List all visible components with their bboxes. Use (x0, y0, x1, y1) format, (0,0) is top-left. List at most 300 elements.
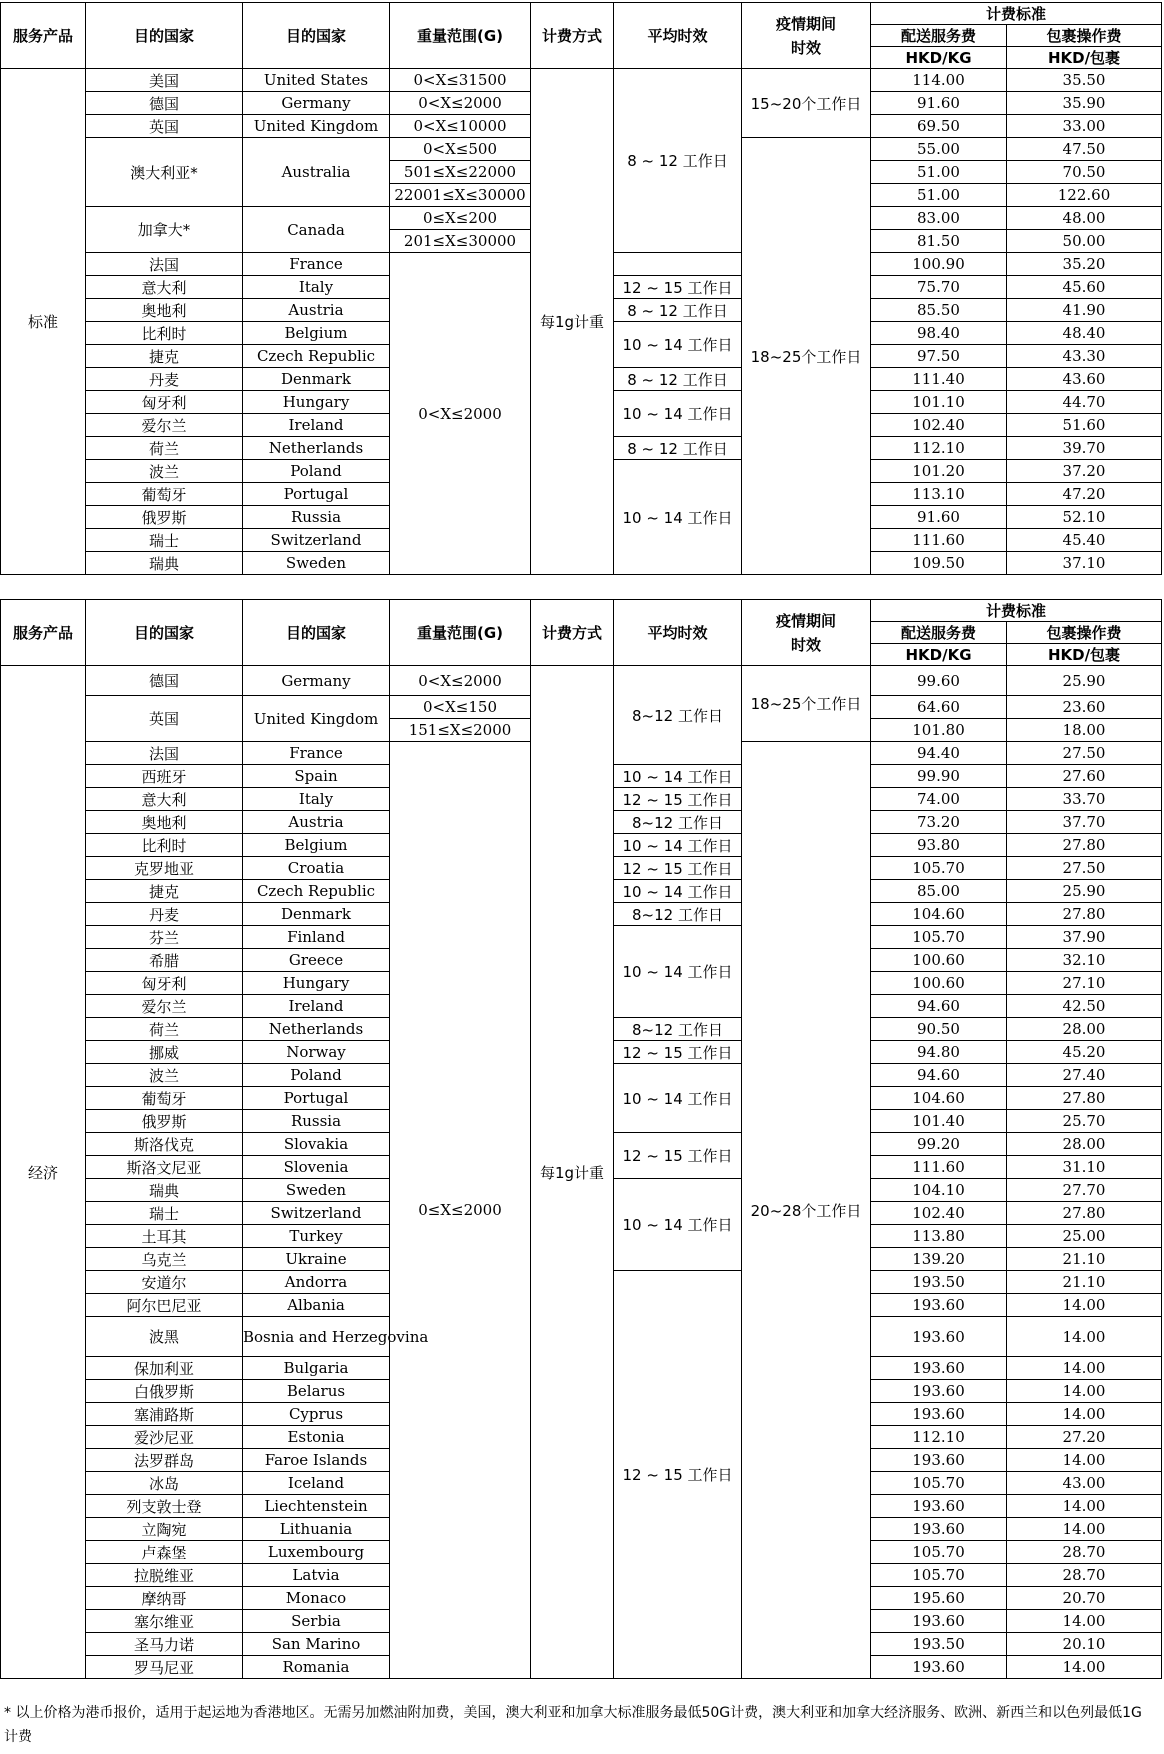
country-cn: 捷克 (86, 880, 243, 903)
country-en: Sweden (243, 1179, 390, 1202)
country-cn: 挪威 (86, 1041, 243, 1064)
delivery-fee: 64.60 (871, 696, 1007, 719)
header-handling-fee: 包裹操作费 (1007, 25, 1162, 47)
country-cn: 澳大利亚* (86, 138, 243, 207)
delivery-fee: 109.50 (871, 552, 1007, 575)
country-cn: 匈牙利 (86, 972, 243, 995)
avg-time: 8 ~ 12 工作日 (614, 69, 742, 253)
delivery-fee: 193.60 (871, 1656, 1007, 1679)
delivery-fee: 112.10 (871, 437, 1007, 460)
delivery-fee: 69.50 (871, 115, 1007, 138)
avg-time: 12 ~ 15 工作日 (614, 857, 742, 880)
delivery-fee: 94.60 (871, 995, 1007, 1018)
country-en: Italy (243, 276, 390, 299)
country-cn: 加拿大* (86, 207, 243, 253)
handling-fee: 37.70 (1007, 811, 1162, 834)
country-en: Greece (243, 949, 390, 972)
handling-fee: 14.00 (1007, 1403, 1162, 1426)
delivery-fee: 99.90 (871, 765, 1007, 788)
handling-fee: 20.70 (1007, 1587, 1162, 1610)
delivery-fee: 94.80 (871, 1041, 1007, 1064)
country-cn: 波兰 (86, 1064, 243, 1087)
header-country-en: 目的国家 (243, 3, 390, 69)
country-en: Finland (243, 926, 390, 949)
epidemic-time: 20~28个工作日 (742, 742, 871, 1679)
delivery-fee: 111.40 (871, 368, 1007, 391)
delivery-fee: 193.60 (871, 1449, 1007, 1472)
country-cn: 斯洛文尼亚 (86, 1156, 243, 1179)
country-cn: 乌克兰 (86, 1248, 243, 1271)
delivery-fee: 111.60 (871, 529, 1007, 552)
handling-fee: 51.60 (1007, 414, 1162, 437)
weight-range: 0<X≤2000 (390, 92, 531, 115)
handling-fee: 14.00 (1007, 1380, 1162, 1403)
avg-time: 10 ~ 14 工作日 (614, 1179, 742, 1271)
country-en: Poland (243, 1064, 390, 1087)
handling-fee: 42.50 (1007, 995, 1162, 1018)
delivery-fee: 193.50 (871, 1271, 1007, 1294)
economy-rate-section (0, 599, 1164, 1679)
handling-fee: 23.60 (1007, 696, 1162, 719)
avg-time: 12 ~ 15 工作日 (614, 788, 742, 811)
billing-cell: 每1g计重 (531, 666, 614, 1679)
handling-fee: 21.10 (1007, 1271, 1162, 1294)
handling-fee: 27.40 (1007, 1064, 1162, 1087)
header-delivery-unit: HKD/KG (871, 47, 1007, 69)
country-en: Switzerland (243, 529, 390, 552)
avg-time: 12 ~ 15 工作日 (614, 276, 742, 299)
handling-fee: 45.20 (1007, 1041, 1162, 1064)
avg-time: 8 ~ 12 工作日 (614, 299, 742, 322)
delivery-fee: 73.20 (871, 811, 1007, 834)
country-cn: 拉脱维亚 (86, 1564, 243, 1587)
delivery-fee: 113.10 (871, 483, 1007, 506)
delivery-fee: 105.70 (871, 1541, 1007, 1564)
country-en: Andorra (243, 1271, 390, 1294)
handling-fee: 25.90 (1007, 666, 1162, 696)
delivery-fee: 85.50 (871, 299, 1007, 322)
handling-fee: 25.90 (1007, 880, 1162, 903)
country-cn: 比利时 (86, 322, 243, 345)
country-cn: 俄罗斯 (86, 506, 243, 529)
header-country-cn: 目的国家 (86, 600, 243, 666)
avg-time: 10 ~ 14 工作日 (614, 880, 742, 903)
country-en: Netherlands (243, 437, 390, 460)
country-cn: 塞浦路斯 (86, 1403, 243, 1426)
epidemic-time: 18~25个工作日 (742, 666, 871, 742)
header-delivery-unit: HKD/KG (871, 644, 1007, 666)
avg-time: 8 ~ 12 工作日 (614, 437, 742, 460)
country-cn: 西班牙 (86, 765, 243, 788)
delivery-fee: 114.00 (871, 69, 1007, 92)
delivery-fee: 104.60 (871, 903, 1007, 926)
country-en: Lithuania (243, 1518, 390, 1541)
delivery-fee: 99.20 (871, 1133, 1007, 1156)
delivery-fee: 90.50 (871, 1018, 1007, 1041)
economy-rate-table (0, 599, 1162, 1679)
country-cn: 保加利亚 (86, 1357, 243, 1380)
avg-time: 8 ~ 12 工作日 (614, 368, 742, 391)
header-handling-unit: HKD/包裹 (1007, 47, 1162, 69)
delivery-fee: 94.40 (871, 742, 1007, 765)
weight-range: 0≤X≤2000 (390, 742, 531, 1679)
handling-fee: 25.70 (1007, 1110, 1162, 1133)
country-en: Slovakia (243, 1133, 390, 1156)
handling-fee: 33.00 (1007, 115, 1162, 138)
country-cn: 美国 (86, 69, 243, 92)
header-weight: 重量范围(G) (390, 3, 531, 69)
header-billing: 计费方式 (531, 3, 614, 69)
country-en: Canada (243, 207, 390, 253)
country-en: Portugal (243, 483, 390, 506)
avg-time: 12 ~ 15 工作日 (614, 1041, 742, 1064)
header-handling-fee: 包裹操作费 (1007, 622, 1162, 644)
handling-fee: 48.40 (1007, 322, 1162, 345)
country-en: France (243, 742, 390, 765)
country-cn: 德国 (86, 92, 243, 115)
country-en: Austria (243, 811, 390, 834)
country-cn: 丹麦 (86, 903, 243, 926)
country-en: Sweden (243, 552, 390, 575)
handling-fee: 14.00 (1007, 1610, 1162, 1633)
handling-fee: 27.80 (1007, 1087, 1162, 1110)
delivery-fee: 193.60 (871, 1610, 1007, 1633)
delivery-fee: 193.60 (871, 1317, 1007, 1357)
country-en: Norway (243, 1041, 390, 1064)
country-en: Czech Republic (243, 880, 390, 903)
weight-range: 0<X≤500 (390, 138, 531, 161)
country-cn: 希腊 (86, 949, 243, 972)
country-cn: 意大利 (86, 788, 243, 811)
handling-fee: 28.70 (1007, 1541, 1162, 1564)
header-product: 服务产品 (1, 3, 86, 69)
country-en: United Kingdom (243, 115, 390, 138)
standard-rate-section (0, 2, 1164, 575)
avg-time: 8~12 工作日 (614, 903, 742, 926)
header-country-en: 目的国家 (243, 600, 390, 666)
delivery-fee: 195.60 (871, 1587, 1007, 1610)
country-en: Monaco (243, 1587, 390, 1610)
delivery-fee: 111.60 (871, 1156, 1007, 1179)
country-en: United States (243, 69, 390, 92)
header-charge-standard: 计费标准 (871, 600, 1162, 622)
country-cn: 立陶宛 (86, 1518, 243, 1541)
country-cn: 比利时 (86, 834, 243, 857)
country-cn: 列支敦士登 (86, 1495, 243, 1518)
country-cn: 荷兰 (86, 437, 243, 460)
country-cn: 罗马尼亚 (86, 1656, 243, 1679)
country-en: Romania (243, 1656, 390, 1679)
avg-time: 10 ~ 14 工作日 (614, 765, 742, 788)
handling-fee: 47.20 (1007, 483, 1162, 506)
delivery-fee: 105.70 (871, 1472, 1007, 1495)
handling-fee: 27.80 (1007, 834, 1162, 857)
epidemic-time: 15~20个工作日 (742, 69, 871, 138)
country-en: Austria (243, 299, 390, 322)
handling-fee: 45.60 (1007, 276, 1162, 299)
country-en: Liechtenstein (243, 1495, 390, 1518)
delivery-fee: 83.00 (871, 207, 1007, 230)
country-en: Iceland (243, 1472, 390, 1495)
country-cn: 瑞士 (86, 1202, 243, 1225)
country-cn: 德国 (86, 666, 243, 696)
handling-fee: 27.60 (1007, 765, 1162, 788)
country-cn: 爱尔兰 (86, 414, 243, 437)
footnote: * 以上价格为港币报价，适用于起运地为香港地区。无需另加燃油附加费，美国，澳大利亚和加拿大标准服务最低50G计费，澳大利亚和加拿大经济服务、欧洲、新西兰和以色列最低1G计费 (4, 1705, 1142, 1745)
handling-fee: 27.70 (1007, 1179, 1162, 1202)
country-cn: 冰岛 (86, 1472, 243, 1495)
country-en: Estonia (243, 1426, 390, 1449)
country-en: Switzerland (243, 1202, 390, 1225)
delivery-fee: 105.70 (871, 1564, 1007, 1587)
handling-fee: 27.50 (1007, 857, 1162, 880)
country-en: Spain (243, 765, 390, 788)
country-cn: 奥地利 (86, 811, 243, 834)
standard-rate-table (0, 2, 1162, 575)
delivery-fee: 51.00 (871, 184, 1007, 207)
avg-time: 10 ~ 14 工作日 (614, 322, 742, 368)
avg-time: 10 ~ 14 工作日 (614, 834, 742, 857)
country-en: Italy (243, 788, 390, 811)
country-en: France (243, 253, 390, 276)
billing-cell: 每1g计重 (531, 69, 614, 575)
delivery-fee: 75.70 (871, 276, 1007, 299)
country-en: Hungary (243, 391, 390, 414)
delivery-fee: 98.40 (871, 322, 1007, 345)
weight-range: 0<X≤2000 (390, 253, 531, 575)
handling-fee: 27.80 (1007, 1202, 1162, 1225)
weight-range: 0≤X≤200 (390, 207, 531, 230)
delivery-fee: 101.40 (871, 1110, 1007, 1133)
delivery-fee: 104.10 (871, 1179, 1007, 1202)
handling-fee: 122.60 (1007, 184, 1162, 207)
delivery-fee: 91.60 (871, 92, 1007, 115)
handling-fee: 18.00 (1007, 719, 1162, 742)
country-cn: 荷兰 (86, 1018, 243, 1041)
delivery-fee: 100.60 (871, 972, 1007, 995)
handling-fee: 45.40 (1007, 529, 1162, 552)
country-cn: 葡萄牙 (86, 1087, 243, 1110)
country-cn: 葡萄牙 (86, 483, 243, 506)
product-cell: 标准 (1, 69, 86, 575)
country-en: Ireland (243, 995, 390, 1018)
delivery-fee: 99.60 (871, 666, 1007, 696)
country-cn: 安道尔 (86, 1271, 243, 1294)
country-en: Czech Republic (243, 345, 390, 368)
header-country-cn: 目的国家 (86, 3, 243, 69)
country-cn: 白俄罗斯 (86, 1380, 243, 1403)
country-en: Russia (243, 506, 390, 529)
handling-fee: 52.10 (1007, 506, 1162, 529)
handling-fee: 28.70 (1007, 1564, 1162, 1587)
country-cn: 芬兰 (86, 926, 243, 949)
delivery-fee: 101.20 (871, 460, 1007, 483)
weight-range: 22001≤X≤30000 (390, 184, 531, 207)
country-en: Ukraine (243, 1248, 390, 1271)
handling-fee: 35.50 (1007, 69, 1162, 92)
country-cn: 爱沙尼亚 (86, 1426, 243, 1449)
handling-fee: 27.80 (1007, 903, 1162, 926)
header-epidemic-time: 疫情期间时效 (742, 600, 871, 666)
country-cn: 丹麦 (86, 368, 243, 391)
country-en: Hungary (243, 972, 390, 995)
handling-fee: 14.00 (1007, 1495, 1162, 1518)
delivery-fee: 51.00 (871, 161, 1007, 184)
handling-fee: 44.70 (1007, 391, 1162, 414)
handling-fee: 33.70 (1007, 788, 1162, 811)
handling-fee: 39.70 (1007, 437, 1162, 460)
weight-range: 0<X≤10000 (390, 115, 531, 138)
delivery-fee: 193.60 (871, 1380, 1007, 1403)
delivery-fee: 193.60 (871, 1403, 1007, 1426)
country-en: Slovenia (243, 1156, 390, 1179)
handling-fee: 47.50 (1007, 138, 1162, 161)
handling-fee: 14.00 (1007, 1294, 1162, 1317)
header-billing: 计费方式 (531, 600, 614, 666)
country-en: Cyprus (243, 1403, 390, 1426)
handling-fee: 41.90 (1007, 299, 1162, 322)
country-cn: 卢森堡 (86, 1541, 243, 1564)
country-en: United Kingdom (243, 696, 390, 742)
handling-fee: 27.10 (1007, 972, 1162, 995)
country-cn: 英国 (86, 115, 243, 138)
country-en: Poland (243, 460, 390, 483)
country-cn: 英国 (86, 696, 243, 742)
delivery-fee: 113.80 (871, 1225, 1007, 1248)
handling-fee: 14.00 (1007, 1449, 1162, 1472)
delivery-fee: 193.50 (871, 1633, 1007, 1656)
header-weight: 重量范围(G) (390, 600, 531, 666)
header-product: 服务产品 (1, 600, 86, 666)
delivery-fee: 105.70 (871, 857, 1007, 880)
country-cn: 意大利 (86, 276, 243, 299)
country-en: Germany (243, 666, 390, 696)
country-cn: 爱尔兰 (86, 995, 243, 1018)
handling-fee: 32.10 (1007, 949, 1162, 972)
handling-fee: 37.10 (1007, 552, 1162, 575)
country-cn: 塞尔维亚 (86, 1610, 243, 1633)
country-en: Serbia (243, 1610, 390, 1633)
handling-fee: 35.90 (1007, 92, 1162, 115)
delivery-fee: 101.10 (871, 391, 1007, 414)
delivery-fee: 55.00 (871, 138, 1007, 161)
delivery-fee: 105.70 (871, 926, 1007, 949)
handling-fee: 14.00 (1007, 1317, 1162, 1357)
country-cn: 法罗群岛 (86, 1449, 243, 1472)
handling-fee: 25.00 (1007, 1225, 1162, 1248)
header-delivery-fee: 配送服务费 (871, 622, 1007, 644)
handling-fee: 43.00 (1007, 1472, 1162, 1495)
handling-fee: 43.30 (1007, 345, 1162, 368)
country-en: Germany (243, 92, 390, 115)
weight-range: 201≤X≤30000 (390, 230, 531, 253)
header-avg-time: 平均时效 (614, 3, 742, 69)
avg-time: 10 ~ 14 工作日 (614, 926, 742, 1018)
avg-time: 8~12 工作日 (614, 811, 742, 834)
handling-fee: 27.20 (1007, 1426, 1162, 1449)
handling-fee: 35.20 (1007, 253, 1162, 276)
country-en: Bulgaria (243, 1357, 390, 1380)
delivery-fee: 102.40 (871, 414, 1007, 437)
handling-fee: 14.00 (1007, 1656, 1162, 1679)
header-delivery-fee: 配送服务费 (871, 25, 1007, 47)
handling-fee: 37.20 (1007, 460, 1162, 483)
weight-range: 0<X≤2000 (390, 666, 531, 696)
avg-time: 8~12 工作日 (614, 1018, 742, 1041)
header-charge-standard: 计费标准 (871, 3, 1162, 25)
delivery-fee: 94.60 (871, 1064, 1007, 1087)
country-en: Bosnia and Herzegovina (243, 1317, 390, 1357)
delivery-fee: 112.10 (871, 1426, 1007, 1449)
country-cn: 瑞典 (86, 1179, 243, 1202)
country-en: Netherlands (243, 1018, 390, 1041)
country-cn: 瑞典 (86, 552, 243, 575)
handling-fee: 20.10 (1007, 1633, 1162, 1656)
delivery-fee: 81.50 (871, 230, 1007, 253)
handling-fee: 14.00 (1007, 1518, 1162, 1541)
avg-time: 12 ~ 15 工作日 (614, 1133, 742, 1179)
product-cell: 经济 (1, 666, 86, 1679)
delivery-fee: 91.60 (871, 506, 1007, 529)
handling-fee: 27.50 (1007, 742, 1162, 765)
header-avg-time: 平均时效 (614, 600, 742, 666)
delivery-fee: 100.90 (871, 253, 1007, 276)
country-en: Denmark (243, 903, 390, 926)
delivery-fee: 101.80 (871, 719, 1007, 742)
country-en: Turkey (243, 1225, 390, 1248)
delivery-fee: 102.40 (871, 1202, 1007, 1225)
delivery-fee: 97.50 (871, 345, 1007, 368)
handling-fee: 37.90 (1007, 926, 1162, 949)
country-cn: 匈牙利 (86, 391, 243, 414)
country-en: Luxembourg (243, 1541, 390, 1564)
handling-fee: 48.00 (1007, 207, 1162, 230)
avg-time (614, 253, 742, 276)
delivery-fee: 93.80 (871, 834, 1007, 857)
handling-fee: 50.00 (1007, 230, 1162, 253)
country-en: Russia (243, 1110, 390, 1133)
handling-fee: 43.60 (1007, 368, 1162, 391)
country-en: Belarus (243, 1380, 390, 1403)
country-en: Denmark (243, 368, 390, 391)
country-cn: 奥地利 (86, 299, 243, 322)
delivery-fee: 193.60 (871, 1294, 1007, 1317)
avg-time: 10 ~ 14 工作日 (614, 460, 742, 575)
header-handling-unit: HKD/包裹 (1007, 644, 1162, 666)
country-cn: 斯洛伐克 (86, 1133, 243, 1156)
country-en: Belgium (243, 834, 390, 857)
country-cn: 法国 (86, 253, 243, 276)
country-en: Albania (243, 1294, 390, 1317)
country-cn: 捷克 (86, 345, 243, 368)
country-cn: 摩纳哥 (86, 1587, 243, 1610)
handling-fee: 70.50 (1007, 161, 1162, 184)
weight-range: 151≤X≤2000 (390, 719, 531, 742)
country-cn: 圣马力诺 (86, 1633, 243, 1656)
delivery-fee: 104.60 (871, 1087, 1007, 1110)
country-cn: 法国 (86, 742, 243, 765)
weight-range: 0<X≤150 (390, 696, 531, 719)
weight-range: 0<X≤31500 (390, 69, 531, 92)
country-en: Portugal (243, 1087, 390, 1110)
avg-time: 12 ~ 15 工作日 (614, 1271, 742, 1679)
delivery-fee: 193.60 (871, 1357, 1007, 1380)
handling-fee: 28.00 (1007, 1133, 1162, 1156)
handling-fee: 31.10 (1007, 1156, 1162, 1179)
delivery-fee: 85.00 (871, 880, 1007, 903)
country-cn: 波黑 (86, 1317, 243, 1357)
country-cn: 克罗地亚 (86, 857, 243, 880)
